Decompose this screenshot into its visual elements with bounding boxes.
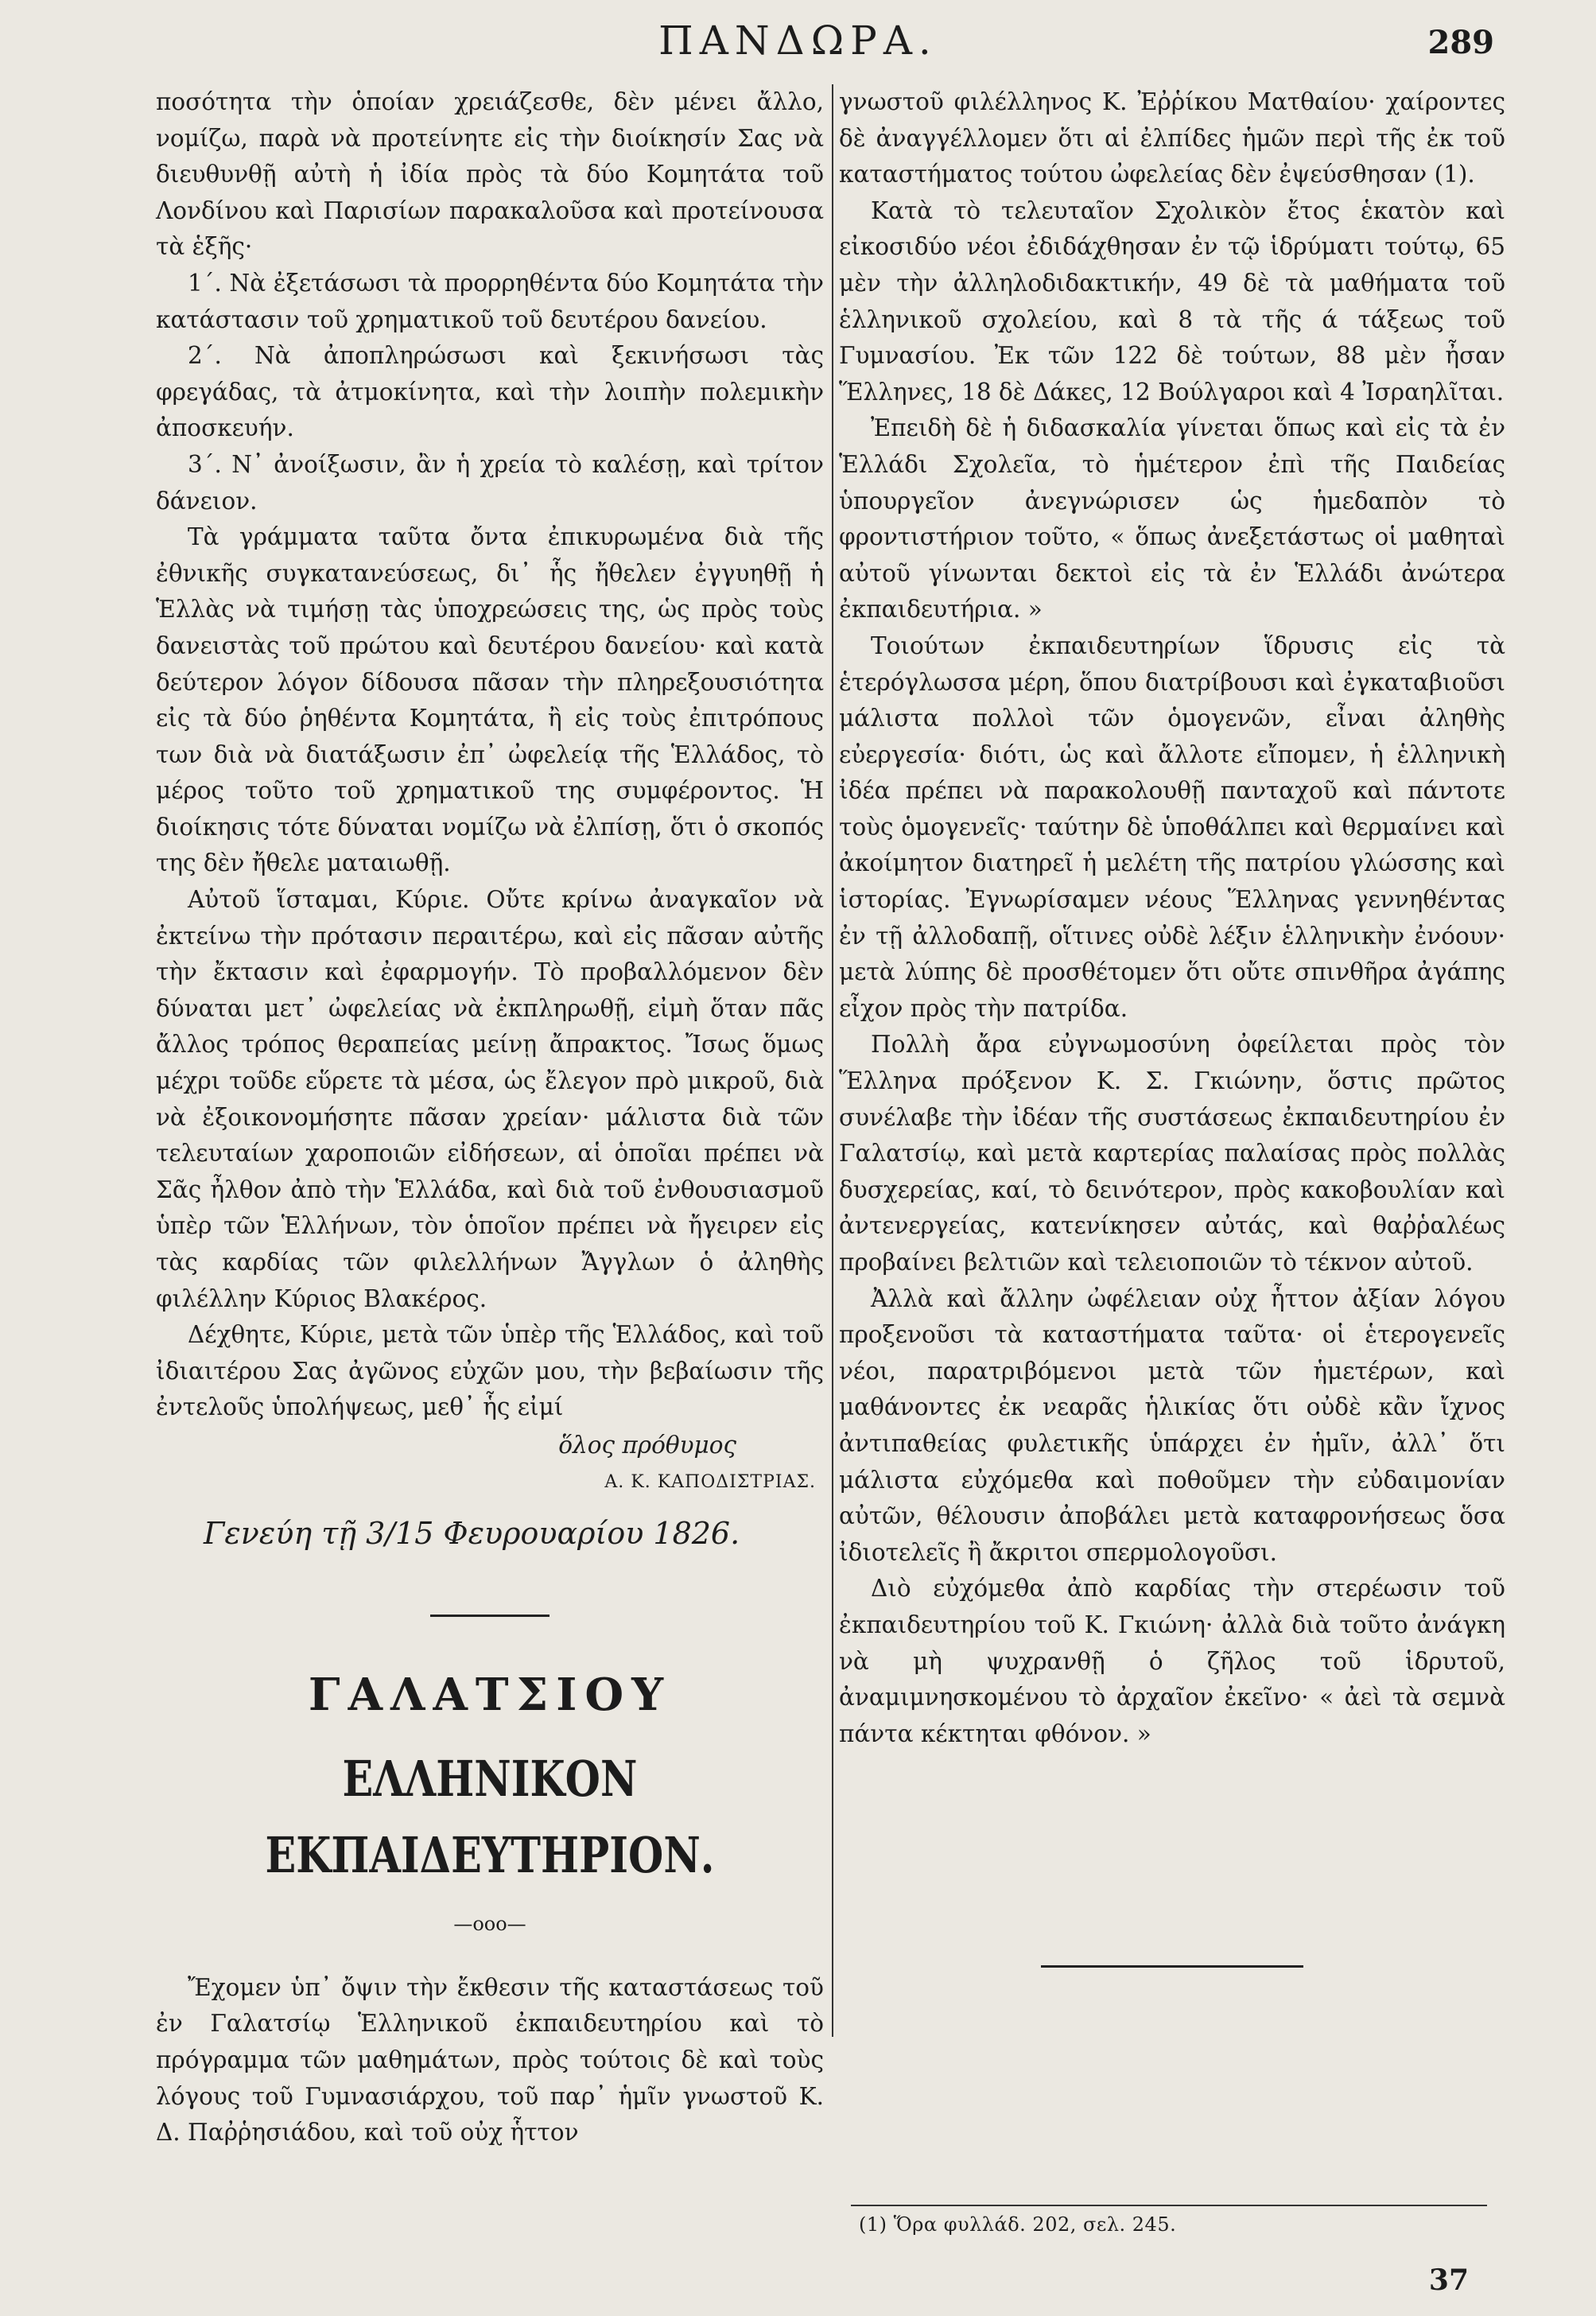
article-paragraph: Ἀλλὰ καὶ ἄλλην ὠφέλειαν οὐχ ἧττον ἀξίαν λόγου προξενοῦσι τὰ καταστήματα ταῦτα· οἱ ἑτερογενεῖς νέοι, παρατριβόμενοι μετὰ τῶν ἡμετέρων, καὶ μαθάνοντες ἐκ νεαρᾶς ἡλικίας ὅτι οὐδὲ κἂν ἴχνος ἀντιπαθείας φυλετικῆς ὑπάρχει ἐν ἡμῖν, ἀλλ᾽ ὅτι μάλιστα εὐχόμεθα καὶ ποθοῦμεν τὴν εὐδαιμονίαν αὐτῶν, θέλουσιν ἀποβάλει μετὰ καταφρονήσεως ὅσα ἰδιοτελεῖς ἢ ἄκριτοι σπερμολογοῦσι. <box>839 1284 1505 1566</box>
letter-paragraph: Τὰ γράμματα ταῦτα ὄντα ἐπικυρωμένα διὰ τῆς ἐθνικῆς συγκατανεύσεως, δι᾽ ἧς ἤθελεν ἐγγυηθῇ ἡ Ἑλλὰς νὰ τιμήσῃ τὰς ὑποχρεώσεις της, ὡς πρὸς τοὺς δανειστὰς τοῦ πρώτου καὶ δευτέρου δανείου· καὶ κατὰ δεύτερον λόγον δίδουσα πᾶσαν τὴν πληρεξουσιότητα εἰς τὰ δύο ῥηθέντα Κομητάτα, ἢ εἰς τοὺς ἐπιτρόπους των διὰ νὰ διατάξωσιν ἐπ᾽ ὠφελείᾳ τῆς Ἑλλάδος, τὸ μέρος τοῦτο τοῦ χρηματικοῦ της συμφέροντος. Ἡ διοίκησις τότε δύναται νομίζω νὰ ἐλπίσῃ, ὅτι ὁ σκοπός της δὲν ἤθελε ματαιωθῇ. <box>156 523 824 877</box>
footnote-rule <box>851 2205 1487 2206</box>
article-subheading: ΕΛΛΗΝΙΚΟΝ ΕΚΠΑΙΔΕΥΤΗΡΙΟΝ. <box>265 1750 715 1885</box>
footnote: (1) Ὅρα φυλλάδ. 202, σελ. 245. <box>859 2213 1177 2236</box>
letter-signature: Α. Κ. ΚΑΠΟΔΙΣΤΡΙΑΣ. <box>604 1471 816 1492</box>
article-paragraph: Τοιούτων ἐκπαιδευτηρίων ἵδρυσις εἰς τὰ ἑτερόγλωσσα μέρη, ὅπου διατρίβουσι καὶ ἐγκαταβιοῦσι μάλιστα πολλοὶ τῶν ὁμογενῶν, εἶναι ἀληθὴς εὐεργεσία· διότι, ὡς καὶ ἄλλοτε εἴπομεν, ἡ ἑλληνικὴ ἰδέα πρέπει νὰ παρακολουθῇ πανταχοῦ καὶ πάντοτε τοὺς ὁμογενεῖς· ταύτην δὲ ὑποθάλπει καὶ θερμαίνει καὶ ἀκοίμητον διατηρεῖ ἡ μελέτη τῆς πατρίου γλώσσης καὶ ἱστορίας. Ἐγνωρίσαμεν νέους Ἕλληνας γεννηθέντας ἐν τῇ ἀλλοδαπῇ, οἵτινες οὐδὲ λέξιν ἑλληνικὴν ἐνόουν· μετὰ λύπης δὲ προσθέτομεν ὅτι οὔτε σπινθῆρα ἀγάπης εἶχον πρὸς τὴν πατρίδα. <box>839 631 1505 1022</box>
article-end-rule <box>1041 1965 1303 1968</box>
article-intro: Ἔχομεν ὑπ᾽ ὄψιν τὴν ἔκθεσιν τῆς καταστάσεως τοῦ ἐν Γαλατσίῳ Ἑλληνικοῦ ἐκπαιδευτηρίου καὶ τὸ πρόγραμμα τῶν μαθημάτων, πρὸς τούτοις δὲ καὶ τοὺς λόγους τοῦ Γυμνασιάρχου, τοῦ παρ᾽ ἡμῖν γνωστοῦ Κ. Δ. Παῤῥησιάδου, καὶ τοῦ οὐχ ἧττον <box>156 1973 824 2147</box>
letter-paragraph: 2΄. Νὰ ἀποπληρώσωσι καὶ ξεκινήσωσι τὰς φρεγάδας, τὰ ἀτμοκίνητα, καὶ τὴν λοιπὴν πολεμικὴν ἀποσκευήν. <box>156 342 824 442</box>
letter-paragraph: 3΄. Ν᾽ ἀνοίξωσιν, ἂν ἡ χρεία τὸ καλέσῃ, καὶ τρίτον δάνειον. <box>156 450 824 515</box>
article-paragraph: Ἐπειδὴ δὲ ἡ διδασκαλία γίνεται ὅπως καὶ εἰς τὰ ἐν Ἑλλάδι Σχολεῖα, τὸ ἡμέτερον ἐπὶ τῆς Παιδείας ὑπουργεῖον ἀνεγνώρισεν ὡς ἡμεδαπὸν τὸ φροντιστήριον τοῦτο, « ὅπως ἀνεξετάστως οἱ μαθηταὶ αὐτοῦ γίνωνται δεκτοὶ εἰς τὰ ἐν Ἑλλάδι ἀνώτερα ἐκπαιδευτήρια. » <box>839 414 1505 624</box>
column-divider <box>832 84 833 2037</box>
article-heading: ΓΑΛΑΤΣΙΟΥ <box>308 1669 672 1722</box>
signature-mark: 37 <box>1428 2264 1469 2297</box>
letter-paragraph: ποσότητα τὴν ὁποίαν χρειάζεσθε, δὲν μένει ἄλλο, νομίζω, παρὰ νὰ προτείνητε εἰς τὴν διοίκησίν Σας νὰ διευθυνθῇ αὐτὴ ἡ ἰδία πρὸς τὰ δύο Κομητάτα τοῦ Λονδίνου καὶ Παρισίων παρακαλοῦσα καὶ προτείνουσα τὰ ἑξῆς· <box>156 88 824 261</box>
article-paragraph: Διὸ εὐχόμεθα ἀπὸ καρδίας τὴν στερέωσιν τοῦ ἐκπαιδευτηρίου τοῦ Κ. Γκιώνη· ἀλλὰ διὰ τοῦτο ἀνάγκη νὰ μὴ ψυχρανθῇ ὁ ζῆλος τοῦ ἱδρυτοῦ, ἀναμιμνησκομένου τὸ ἀρχαῖον ἐκεῖνο· « ἀεὶ τὰ σεμνὰ πάντα κέκτηται φθόνον. » <box>839 1575 1505 1747</box>
right-column <box>839 84 1505 1968</box>
page-number: 289 <box>1427 24 1494 61</box>
article-paragraph: γνωστοῦ φιλέλληνος Κ. Ἐῤῥίκου Ματθαίου· χαίροντες δὲ ἀναγγέλλομεν ὅτι αἱ ἐλπίδες ἡμῶν περὶ τῆς ἐκ τοῦ καταστήματος τούτου ὠφελείας δὲν ἐψεύσθησαν (1). <box>839 88 1505 188</box>
letter-signoff: ὅλος πρόθυμος <box>558 1431 736 1459</box>
section-rule <box>430 1615 549 1617</box>
article-paragraph: Κατὰ τὸ τελευταῖον Σχολικὸν ἔτος ἑκατὸν καὶ εἰκοσιδύο νέοι ἐδιδάχθησαν ἐν τῷ ἱδρύματι τούτῳ, 65 μὲν τὴν ἀλληλοδιδακτικήν, 49 δὲ τὰ μαθήματα τοῦ ἑλληνικοῦ σχολείου, καὶ 8 τὰ τῆς ά τάξεως τοῦ Γυμνασίου. Ἐκ τῶν 122 δὲ τούτων, 88 μὲν ἦσαν Ἕλληνες, 18 δὲ Δάκες, 12 Βούλγαροι καὶ 4 Ἰσραηλῖται. <box>839 196 1505 406</box>
article-paragraph: Πολλὴ ἄρα εὐγνωμοσύνη ὀφείλεται πρὸς τὸν Ἕλληνα πρόξενον Κ. Σ. Γκιώνην, ὅστις πρῶτος συνέλαβε τὴν ἰδέαν τῆς συστάσεως ἐκπαιδευτηρίου ἐν Γαλατσίῳ, καὶ μετὰ καρτερίας παλαίσας πρὸς πολλὰς δυσχερείας, καί, τὸ δεινότερον, πρὸς κακοβουλίαν καὶ ἀντενεργείας, κατενίκησεν αὐτάς, καὶ θαῤῥαλέως προβαίνει βελτιῶν καὶ τελειοποιῶν τὸ τέκνον αὐτοῦ. <box>839 1031 1505 1276</box>
letter-paragraph: 1΄. Νὰ ἐξετάσωσι τὰ προρρηθέντα δύο Κομητάτα τὴν κατάστασιν τοῦ χρηματικοῦ τοῦ δευτέρου δανείου. <box>156 269 824 333</box>
letter-paragraph: Αὐτοῦ ἵσταμαι, Κύριε. Οὔτε κρίνω ἀναγκαῖον νὰ ἐκτείνω τὴν πρότασιν περαιτέρω, καὶ εἰς πᾶσαν αὐτῆς τὴν ἔκτασιν καὶ ἐφαρμογήν. Τὸ προβαλλόμενον δὲν δύναται μετ᾽ ὠφελείας νὰ ἐκπληρωθῇ, εἰμὴ ὅταν πᾶς ἄλλος τρόπος θεραπείας μείνῃ ἄπρακτος. Ἴσως ὅμως μέχρι τοῦδε εὕρετε τὰ μέσα, ὡς ἔλεγον πρὸ μικροῦ, διὰ νὰ ἐξοικονομήσητε πᾶσαν χρείαν· μάλιστα διὰ τῶν τελευταίων χαροποιῶν εἰδήσεων, αἱ ὁποῖαι πρέπει νὰ Σᾶς ἦλθον ἀπὸ τὴν Ἑλλάδα, καὶ διὰ τοῦ ἐνθουσιασμοῦ ὑπὲρ τῶν Ἑλλήνων, τὸν ὁποῖον πρέπει νὰ ἤγειρεν εἰς τὰς καρδίας τῶν φιλελλήνων Ἄγγλων ὁ ἀληθὴς φιλέλλην Κύριος Βλακέρος. <box>156 886 824 1312</box>
letter-paragraph: Δέχθητε, Κύριε, μετὰ τῶν ὑπὲρ τῆς Ἑλλάδος, καὶ τοῦ ἰδιαιτέρου Σας ἀγῶνος εὐχῶν μου, τὴν βεβαίωσιν τῆς ἐντελοῦς ὑπολήψεως, μεθ᾽ ἧς εἰμί <box>156 1321 824 1421</box>
running-title: ΠΑΝΔΩΡΑ. <box>658 17 938 64</box>
ornament: —ooo— <box>453 1913 526 1936</box>
left-column <box>156 84 824 2151</box>
letter-dateline: Γενεύη τῇ 3/15 Φευρουαρίου 1826. <box>204 1516 740 1552</box>
